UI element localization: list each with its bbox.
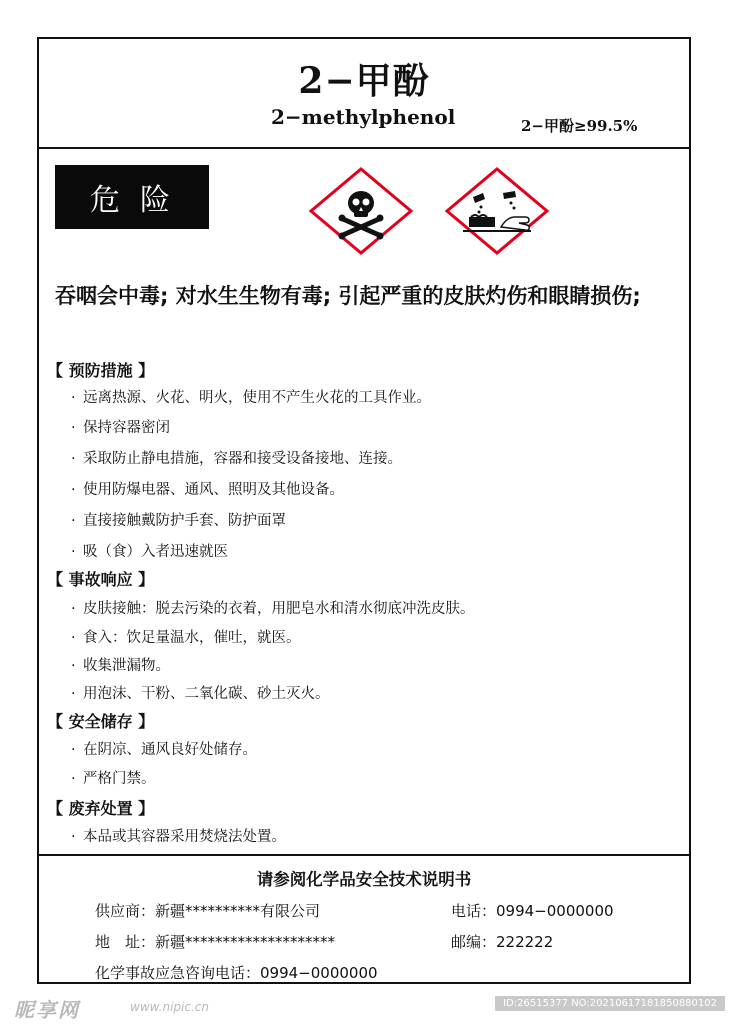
corrosion-icon [443,167,551,255]
list-item: · 收集泄漏物。 [71,658,170,674]
list-item: · 严格门禁。 [71,771,156,787]
list-item: · 远离热源、火花、明火，使用不产生火花的工具作业。 [71,390,431,406]
list-item: · 本品或其容器采用焚烧法处置。 [71,829,286,845]
label-frame [37,37,691,984]
purity-label: 2−甲酚≥99.5% [521,117,638,135]
watermark [0,990,731,1024]
phone: 电话：0994−0000000 [451,902,614,920]
list-item: · 采取防止静电措施，容器和接受设备接地、连接。 [71,451,402,467]
list-item: · 保持容器密闭 [71,420,170,436]
list-item: · 直接接触戴防护手套、防护面罩 [71,513,286,529]
list-item: · 吸（食）入者迅速就医 [71,544,228,560]
watermark-id: ID:26515377 NO:20210617181850880102 [495,996,725,1011]
address: 地 址：新疆******************** [95,933,336,951]
watermark-logo: 昵享网 [14,998,80,1022]
list-item: · 在阴凉、通风良好处储存。 [71,742,257,758]
list-item: · 使用防爆电器、通风、照明及其他设备。 [71,482,344,498]
sds-reference: 请参阅化学品安全技术说明书 [256,870,472,889]
section-title-prevention: 【 预防措施 】 [47,361,155,380]
supplier: 供应商：新疆**********有限公司 [95,902,321,920]
section-title-storage: 【 安全储存 】 [47,712,155,731]
section-title-disposal: 【 废弃处置 】 [47,799,155,818]
list-item: · 皮肤接触：脱去污染的衣着，用肥皂水和清水彻底冲洗皮肤。 [71,601,475,617]
chemical-name-cn: 2−甲酚 [298,60,430,102]
list-item: · 食入：饮足量温水，催吐，就医。 [71,630,301,646]
signal-word: 危险 [55,165,209,229]
list-item: · 用泡沫、干粉、二氧化碳、砂土灭火。 [71,686,330,702]
section-title-response: 【 事故响应 】 [47,570,155,589]
postcode: 邮编：222222 [451,933,554,951]
watermark-url: www.nipic.cn [130,1000,209,1014]
skull-crossbones-icon [307,167,415,255]
footer [39,854,689,982]
header [39,39,689,149]
hazard-statement: 吞咽会中毒; 对水生生物有毒; 引起严重的皮肤灼伤和眼睛损伤; [55,284,641,308]
chemical-name-en: 2−methylphenol [271,105,456,129]
emergency-phone: 化学事故应急咨询电话：0994−0000000 [95,964,378,982]
